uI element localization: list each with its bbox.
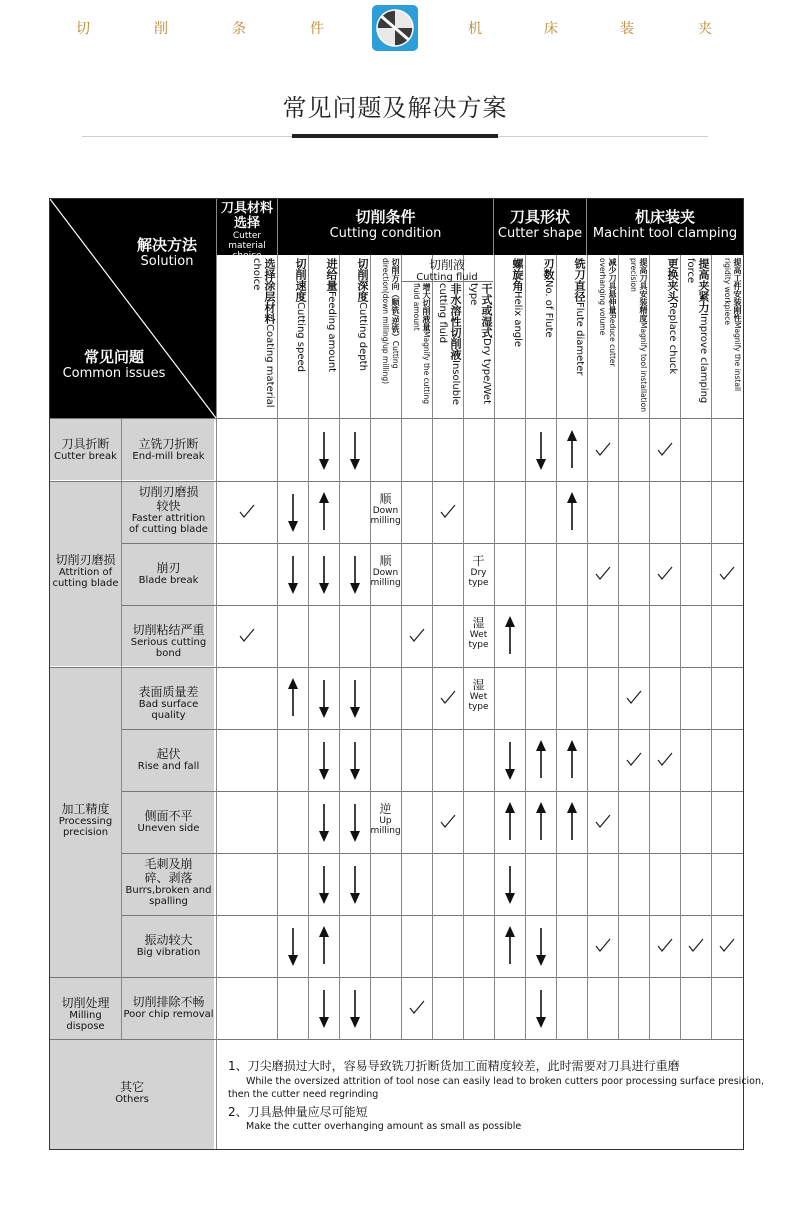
arrow-down-icon [348,988,362,1028]
column-header-cn: 提高刀具安装精度 [639,258,648,322]
arrow-down-icon [503,740,517,780]
column-header [435,283,462,417]
column-header [219,258,276,416]
arrow-down-icon [317,802,331,842]
arrow-down-icon [286,926,300,966]
checkmark-icon [440,690,456,706]
cell-text-en: Down milling [370,506,401,526]
column-header-cn: 更换夹头 [666,258,679,302]
grid-line [587,255,588,1039]
checkmark-icon [239,504,255,520]
grid-line [50,977,743,978]
cutting-fluid-header: 切削液 Cutting fluid [416,258,478,283]
nav-char: 削 [154,21,169,37]
corner-diagonal [50,199,216,418]
issue-group-label: 切削处理 Milling dispose [61,996,110,1032]
issue-label-cn: 崩刃 [156,561,181,575]
column-header-en: Magnify the cutting fluid amount [412,283,431,405]
arrow-down-icon [317,988,331,1028]
issue-label-en: Faster attrition of cutting blade [129,513,208,535]
grid-line [50,418,743,419]
issue-group-label: 加工精度 Processing precision [58,802,113,838]
arrow-down-icon [286,492,300,532]
grid-line [525,255,526,1039]
others-label: 其它 Others [115,1080,149,1105]
cell-text [370,492,401,526]
arrow-down-icon [534,926,548,966]
issue-label [121,561,216,586]
grid-line [50,1039,743,1040]
solution-label-cn: 解决方法 [136,236,197,254]
cell-text-en: Up milling [370,816,401,836]
grid-line [308,255,309,1039]
arrow-up-icon [534,802,548,842]
issue-label-en: Uneven side [137,823,200,834]
issue-label [121,623,216,659]
arrow-down-icon [348,864,362,904]
checkmark-icon [657,938,673,954]
column-header-cn: 减少刀具悬伸量 [608,258,617,314]
checkmark-icon [440,814,456,830]
group-header-cutting-condition: 切削条件 Cutting condition [278,199,493,255]
column-header-cn: 铣刀直径 [573,258,586,302]
nav-char: 夹 [698,21,713,37]
title-underline [292,134,498,138]
cell-text-cn: 干 [472,554,485,568]
cell-text-cn: 湿 [472,616,485,630]
column-header-en: Reduce cutter overhanging volume [598,258,617,367]
column-header-cn: 提高夹紧力 [697,258,710,313]
grid-line [493,199,494,255]
group-header-material: 刀具材料选择 Cutter material choice [217,199,277,255]
column-header-en: No. of Flute [543,280,554,338]
arrow-up-icon [565,430,579,470]
issue-label-en: Rise and fall [137,761,200,772]
arrow-down-icon [534,430,548,470]
column-header-cn: 切削深度 [356,258,369,302]
checkmark-icon [239,628,255,644]
arrow-down-icon [317,864,331,904]
cell-text-cn: 湿 [472,678,485,692]
checkmark-icon [595,938,611,954]
cell-text-en: Down milling [370,568,401,588]
grid-line [618,255,619,1039]
column-header-cn: 干式或湿式 [480,283,493,338]
arrow-down-icon [317,430,331,470]
note-1-en: While the oversized attrition of tool nose can easily lead to broken cutters poor processing surface presicion, [246,1076,765,1087]
issue-label [121,857,216,907]
grid-line [680,255,681,1039]
column-header-en: Feeding amount [326,291,337,373]
column-header-en: Cutting direction(down milling/up milling) [381,258,400,385]
nav-char: 机 [468,21,483,37]
checkmark-icon [595,814,611,830]
grid-line [370,255,371,1039]
cell-text [463,554,494,588]
arrow-down-icon [348,554,362,594]
cell-text [370,554,401,588]
arrow-down-icon [348,802,362,842]
group-header-cutter-shape: 刀具形状 Cutter shape [494,199,586,255]
arrow-up-icon [503,616,517,656]
arrow-down-icon [348,740,362,780]
cell-text-cn: 顺 [379,492,392,506]
column-header-en: Magnify tool installation precision [629,258,648,412]
column-header-cn: 增大切削液量 [422,283,431,331]
column-header-en: Flute diameter [574,302,585,376]
issue-label-cn: 表面质量差 [138,685,199,699]
issue-label [121,437,216,462]
column-header [621,258,648,416]
issue-label-en: End-mill break [132,451,205,462]
arrow-up-icon [503,926,517,966]
column-header [559,258,586,416]
page-title: 常见问题及解决方案 [282,94,508,122]
issues-label-cn: 常见问题 [83,348,144,366]
arrow-up-icon [534,740,548,780]
issue-label-cn: 切削刃磨损较快 [138,485,199,513]
arrow-up-icon [565,492,579,532]
issue-label-cn: 切削粘结严重 [132,623,205,637]
cell-text [370,802,401,836]
checkmark-icon [626,690,642,706]
column-header-en: Improve clamping force [685,258,709,404]
grid-line [649,255,650,1039]
column-header-cn: 切削速度 [294,258,307,302]
cell-text-cn: 逆 [379,802,392,816]
checkmark-icon [719,938,735,954]
column-header [373,258,400,416]
column-header-cn: 切削方向（顺铣/逆铣） [391,258,400,341]
column-header-cn: 刃数 [542,258,555,280]
note-2-cn: 2、刀具悬伸量应尽可能短 [228,1105,368,1119]
column-header [497,258,524,416]
checkmark-icon [688,938,704,954]
arrow-up-icon [565,802,579,842]
grid-line [50,481,743,482]
arrow-down-icon [348,430,362,470]
arrow-up-icon [317,926,331,966]
column-header [590,258,617,416]
column-header-en: Cutting speed [295,302,306,373]
issue-label-en: Bad surface quality [138,699,199,721]
cell-text-en: Wet type [468,692,489,712]
issue-label [121,933,216,958]
column-header-en: Insoluble cutting fluid [437,283,461,406]
column-header-en: Coating material choice [251,258,275,408]
nav-char: 装 [620,21,635,37]
column-header [528,258,555,416]
issue-label-cn: 侧面不平 [144,809,193,823]
column-header [683,258,710,416]
column-header-cn: 螺旋角 [511,258,524,291]
checkmark-icon [719,566,735,582]
column-header-en: Cutting depth [357,302,368,371]
nav-char: 件 [310,21,325,37]
cell-text-en: Wet type [468,630,489,650]
issue-label-en: Serious cutting bond [130,637,207,659]
issue-label-cn: 切削排除不畅 [132,995,205,1009]
checkmark-icon [657,566,673,582]
issue-label [121,995,216,1020]
issue-label [121,685,216,721]
grid-line [556,255,557,1039]
arrow-up-icon [565,740,579,780]
end-mill-logo-icon [371,4,419,52]
nav-char: 条 [232,21,247,37]
column-header [652,258,679,416]
issue-group-label: 刀具折断 Cutter break [54,437,117,462]
issue-label [121,809,216,834]
grid-line [277,255,278,1039]
column-header [311,258,338,416]
checkmark-icon [626,752,642,768]
column-header [466,283,493,417]
column-header [404,283,431,417]
group-header-clamping: 机床装夹 Machint tool clamping [587,199,743,255]
checkmark-icon [657,752,673,768]
grid-line [50,667,743,668]
issue-label-en: Big vibration [136,947,201,958]
issue-label [121,747,216,772]
cell-text [463,616,494,650]
note-2-en: Make the cutter overhanging amount as small as possible [246,1121,522,1132]
arrow-down-icon [317,678,331,718]
column-header-en: Magnify the install rigidity workpiece [723,258,742,392]
arrow-down-icon [348,678,362,718]
arrow-up-icon [317,492,331,532]
arrow-up-icon [286,678,300,718]
solution-label-en: Solution [140,254,194,269]
arrow-down-icon [534,988,548,1028]
issues-label-en: Common issues [62,366,166,381]
issue-label-cn: 振动较大 [144,933,193,947]
column-header-en: Replace chuck [667,302,678,375]
cell-text-cn: 顺 [379,554,392,568]
arrow-down-icon [503,864,517,904]
column-header [280,258,307,416]
grid-line [432,255,433,1039]
cell-text-en: Dry type [468,568,489,588]
checkmark-icon [409,1000,425,1016]
note-1-en-cont: then the cutter need regrinding [228,1089,379,1100]
issue-label-cn: 立铣刀折断 [138,437,199,451]
arrow-down-icon [317,554,331,594]
issue-label-cn: 起伏 [156,747,181,761]
checkmark-icon [595,442,611,458]
column-header-cn: 进给量 [325,258,338,291]
column-header-cn: 提高工件安装刚性 [733,258,742,322]
checkmark-icon [595,566,611,582]
top-nav [0,0,790,60]
grid-line [494,255,495,1039]
corner-header [50,199,216,418]
column-header-en: Helix angle [512,291,523,348]
grid-line [339,255,340,1039]
checkmark-icon [409,628,425,644]
checkmark-icon [440,504,456,520]
note-1-cn: 1、刀尖磨损过大时，容易导致铣刀折断货加工面精度较差，此时需要对刀具进行重磨 [228,1059,680,1073]
nav-char: 床 [544,21,559,37]
grid-line [401,255,402,1039]
column-header-cn: 选择涂层材料 [263,258,276,324]
column-header-en: Dry type/Wet type [468,283,492,404]
issue-label-en: Burrs,broken and spalling [125,885,212,907]
column-header [714,258,742,416]
nav-char: 切 [76,21,91,37]
arrow-down-icon [317,740,331,780]
column-header-cn: 非水溶性切削液 [449,283,462,360]
issue-group-label: 切削刃磨损 Attrition of cutting blade [52,553,119,589]
arrow-up-icon [503,802,517,842]
issue-label [121,485,216,535]
column-header [342,258,369,416]
issue-label-en: Poor chip removal [123,1009,214,1020]
issue-label-en: Blade break [138,575,199,586]
grid-line [277,199,278,255]
grid-line [586,199,587,255]
arrow-down-icon [286,554,300,594]
cell-text [463,678,494,712]
grid-line [216,199,217,1149]
checkmark-icon [657,442,673,458]
grid-line [711,255,712,1039]
issue-label-cn: 毛刺及崩碎、剥落 [144,857,193,885]
